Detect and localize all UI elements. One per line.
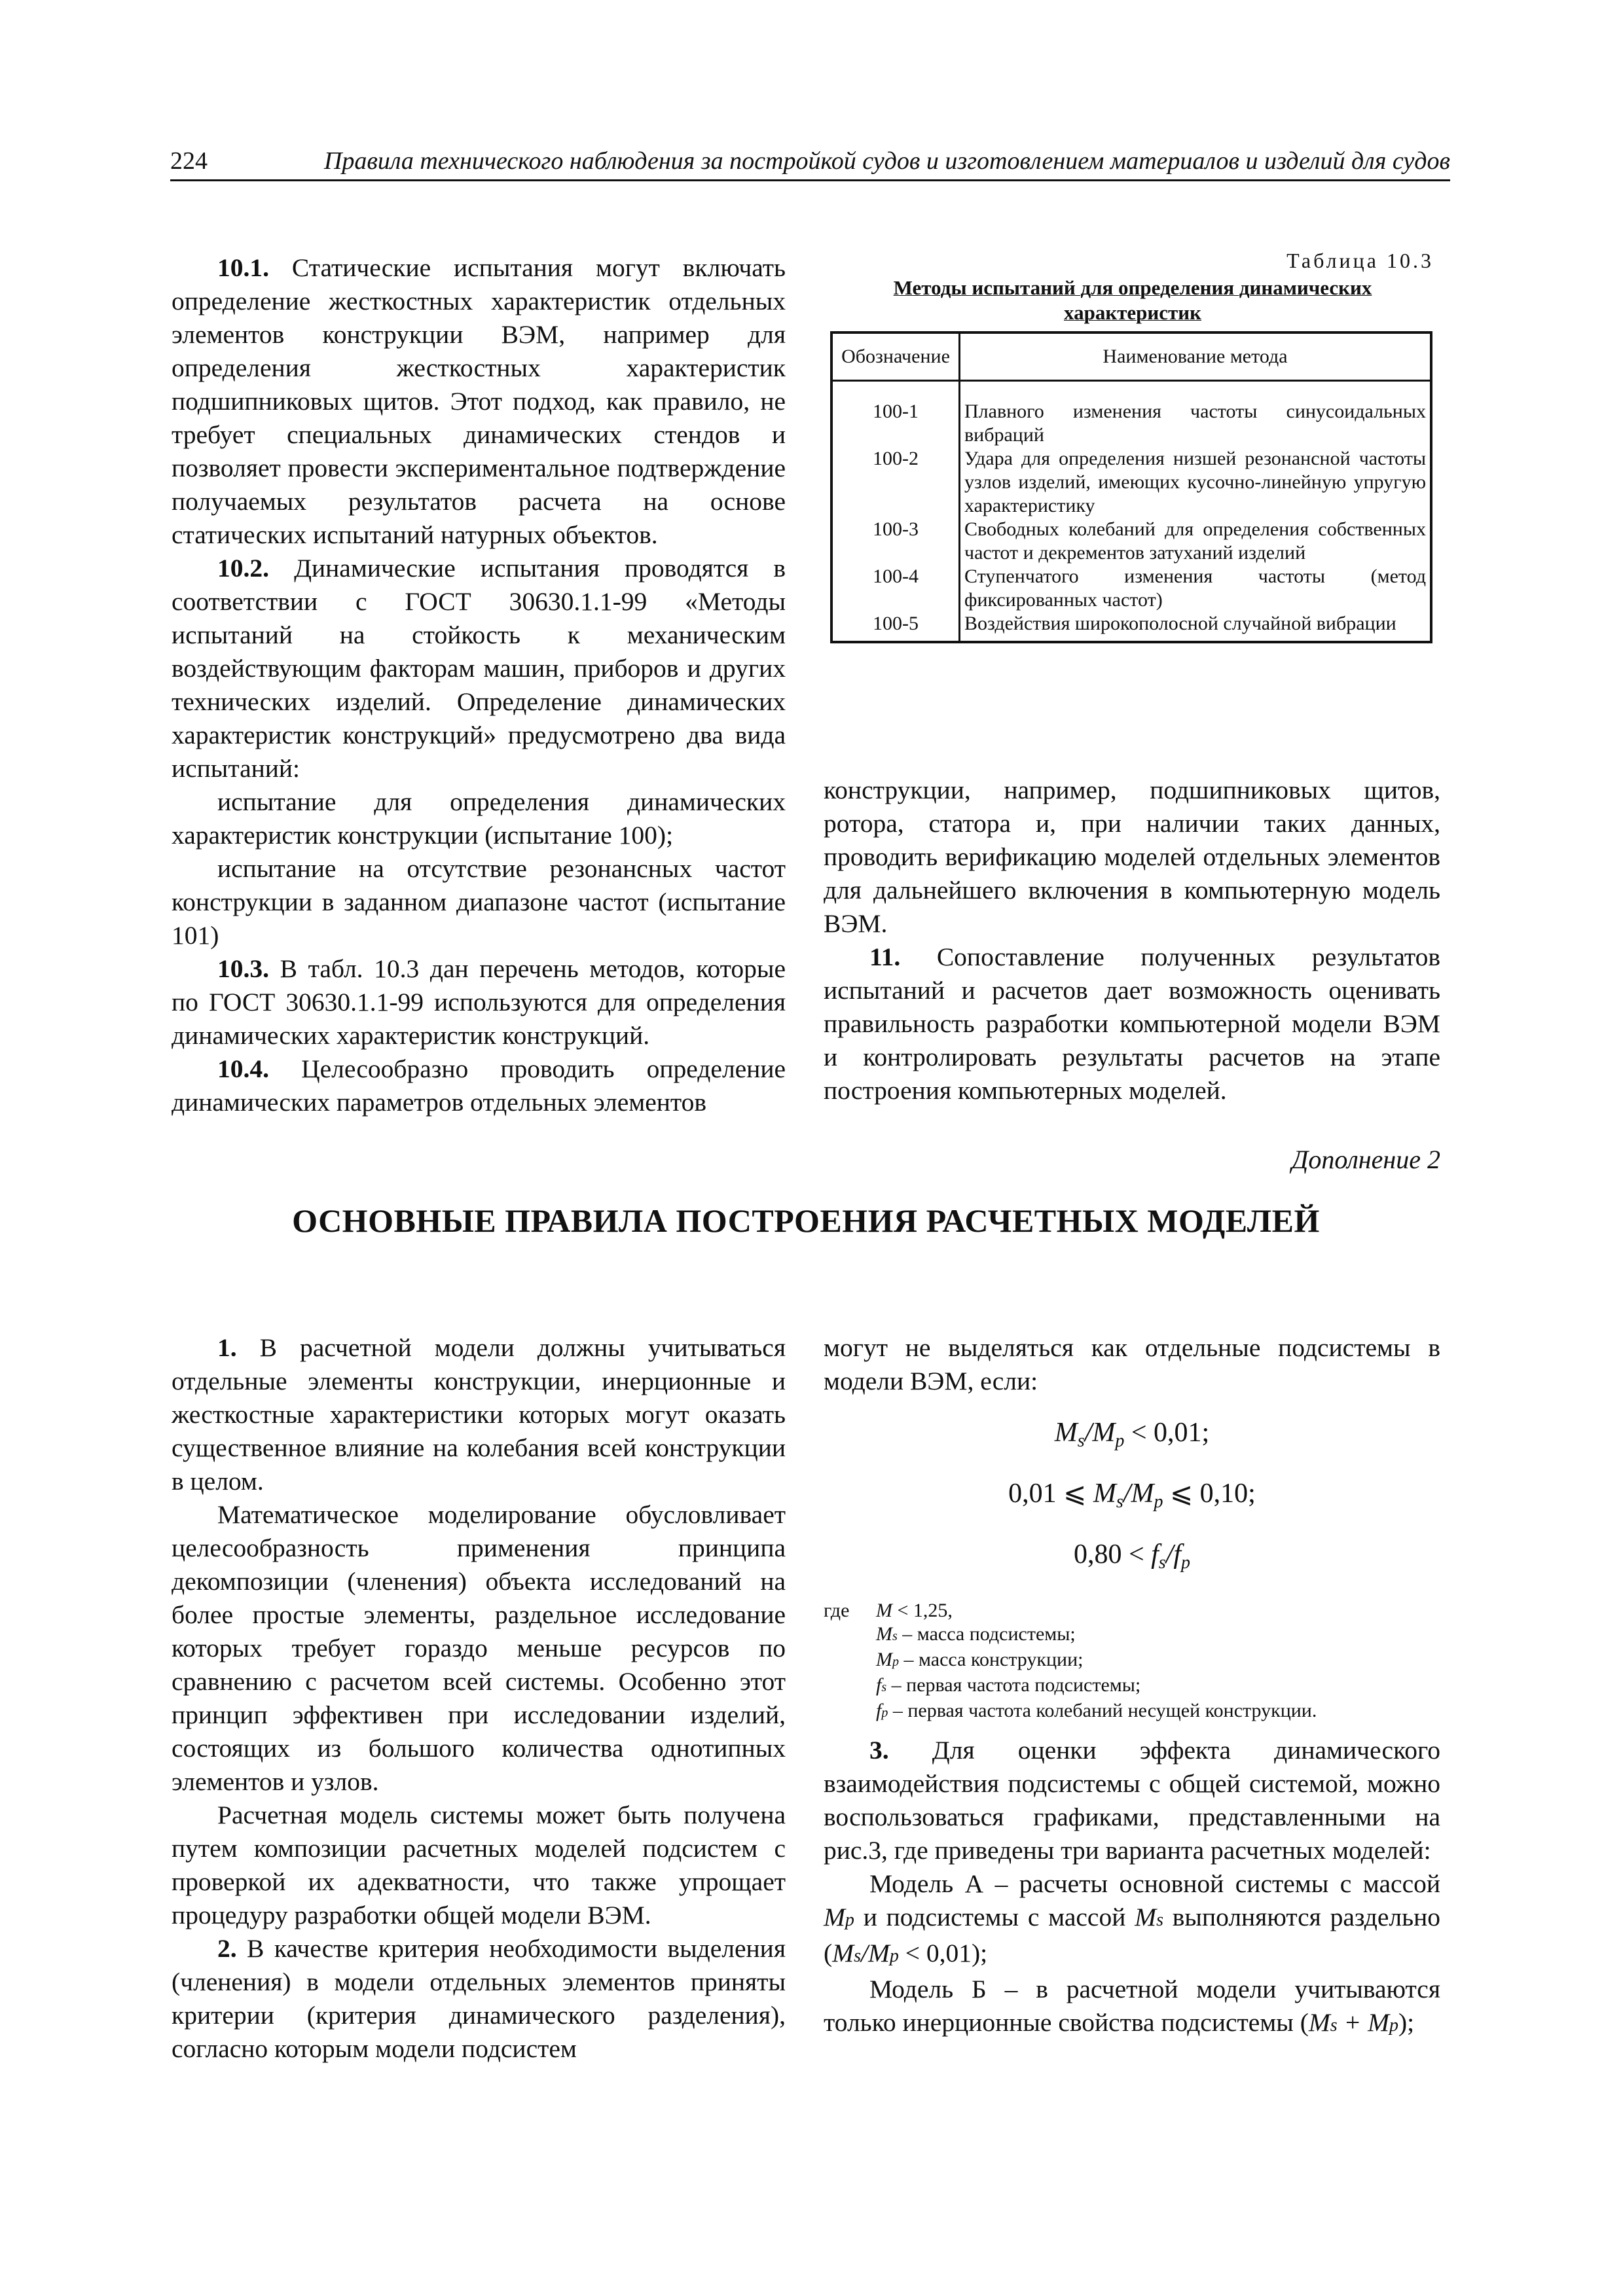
table-header-code: Обозначение <box>831 332 960 381</box>
table-cell-name: Воздействия широкополосной случайной вибрации <box>964 613 1396 634</box>
paragraph-10-2: 10.2. Динамические испытания проводятся в соответствии с ГОСТ 30630.1.1-99 «Методы испытаний на стойкость к механическим воздействующим факторам машин, приборов и других технических изделий. Определение динамических характеристик конструкций» предусмотрено два вида испытаний: <box>172 554 786 783</box>
right-column-bottom <box>824 1331 1440 2042</box>
table-row <box>831 518 1431 565</box>
table-cell-name: Удара для определения низшей резонансной частоты узлов изделий, имеющих кусочно-линейную упругую характеристику <box>964 448 1426 516</box>
paragraph-model-a: Модель А – расчеты основной системы с массой Mp и подсистемы с массой Ms выполняются раздельно (Ms/Mp < 0,01); <box>824 1869 1440 1967</box>
right-column-top <box>824 774 1440 1107</box>
paragraph-2: 2. В качестве критерия необходимости выделения (членения) в модели отдельных элементов приняты критерии (критерия динамического разделения), согласно которым модели подсистем <box>172 1934 786 2063</box>
paragraph-3: 3. Для оценки эффекта динамического взаимодействия подсистемы с общей системой, можно воспользоваться графиками, представленными на рис.3, где приведены три варианта расчетных моделей: <box>824 1736 1440 1865</box>
methods-table <box>830 331 1432 643</box>
paragraph-11: 11. Сопоставление полученных результатов испытаний и расчетов дает возможность оценивать правильность разработки компьютерной модели ВЭМ и контролировать результаты расчетов на этапе построения компьютерных моделей. <box>824 942 1440 1105</box>
running-title: Правила технического наблюдения за постройкой судов и изготовлением материалов и изделий для судов <box>323 147 1450 175</box>
table-cell-code: 100-1 <box>831 381 960 448</box>
left-column-bottom <box>172 1331 786 2066</box>
table-number: Таблица 10.3 <box>1286 249 1434 272</box>
left-column-top <box>172 251 786 1119</box>
table-row <box>831 381 1431 448</box>
paragraph-test-100: испытание для определения динамических характеристик конструкции (испытание 100); <box>172 787 786 850</box>
paragraph-continued: конструкции, например, подшипниковых щитов, ротора, статора и, при наличии таких данных, проводить верификацию моделей отдельных элементов для дальнейшего включения в компьютерную модель ВЭМ. <box>824 776 1440 938</box>
table-row <box>831 612 1431 642</box>
table-cell-code: 100-3 <box>831 518 960 565</box>
formula-1: $M_s/M_p < 0,01$; <box>1054 1418 1210 1451</box>
table-cell-code: 100-2 <box>831 447 960 518</box>
paragraph-model-b: Модель Б – в расчетной модели учитываются только инерционные свойства подсистемы (Ms + Mp); <box>824 1975 1440 2037</box>
paragraph-math-modeling: Математическое моделирование обусловливает целесообразность применения принципа декомпозиции (членения) объекта исследований на более простые элементы, раздельное исследование которых требует гораздо меньше ресурсов по сравнению с расчетом всей системы. Особенно этот принцип эффективен при исследовании изделий, состоящих из большого количества однотипных элементов и узлов. <box>172 1500 786 1796</box>
table-row <box>831 565 1431 612</box>
table-cell-code: 100-4 <box>831 565 960 612</box>
table-cell-name: Плавного изменения частоты синусоидальных вибраций <box>964 401 1426 446</box>
paragraph-10-1: 10.1. Статические испытания могут включать определение жесткостных характеристик отдельных элементов конструкции ВЭМ, например для определения жесткостных характеристик подшипниковых щитов. Этот подход, как правило, не требует специальных динамических стендов и позволяет провести экспериментальное подтверждение получаемых результатов расчета на основе статических испытаний натурных объектов. <box>172 253 786 549</box>
table-caption <box>831 249 1434 325</box>
paragraph-10-4: 10.4. Целесообразно проводить определение динамических параметров отдельных элементов <box>172 1054 786 1117</box>
table-row <box>831 447 1431 518</box>
formula-2: 0,01 ⩽ $M_s/M_p$ ⩽ 0,10; <box>1008 1479 1256 1512</box>
paragraph-test-101: испытание на отсутствие резонансных частот конструкции в заданном диапазоне частот (испытание 101) <box>172 854 786 950</box>
table-cell-name: Ступенчатого изменения частоты (метод фиксированных частот) <box>964 565 1426 611</box>
page-header <box>170 143 1450 181</box>
formula-3: $0,80 < f_s/f_p$ <box>1073 1539 1191 1573</box>
paragraph-10-3: 10.3. В табл. 10.3 дан перечень методов, которые по ГОСТ 30630.1.1-99 используются для определения динамических характеристик конструкций. <box>172 954 786 1050</box>
section-heading: ОСНОВНЫЕ ПРАВИЛА ПОСТРОЕНИЯ РАСЧЕТНЫХ МОДЕЛЕЙ <box>292 1202 1320 1239</box>
table-header-name: Наименование метода <box>960 332 1432 381</box>
table-title: Методы испытаний для определения динамических характеристик <box>893 276 1372 324</box>
paragraph-continued: могут не выделяться как отдельные подсистемы в модели ВЭМ, если: <box>824 1333 1440 1395</box>
table-cell-code: 100-5 <box>831 612 960 642</box>
page-number: 224 <box>170 147 208 175</box>
formula-legend: где M < 1,25, Ms – масса подсистемы; Mp – масса конструкции; fs – первая частота подсистемы; fp – первая частота колебаний несущей конструкции. <box>824 1600 1317 1721</box>
paragraph-1: 1. В расчетной модели должны учитываться отдельные элементы конструкции, инерционные и жесткостные характеристики которых могут оказать существенное влияние на колебания всей конструкции в целом. <box>172 1333 786 1496</box>
table-cell-name: Свободных колебаний для определения собственных частот и декрементов затуханий изделий <box>964 518 1426 564</box>
supplement-label: Дополнение 2 <box>1291 1145 1440 1174</box>
paragraph-composition: Расчетная модель системы может быть получена путем композиции расчетных моделей подсистем с проверкой их адекватности, что также упрощает процедуру разработки общей модели ВЭМ. <box>172 1801 786 1929</box>
